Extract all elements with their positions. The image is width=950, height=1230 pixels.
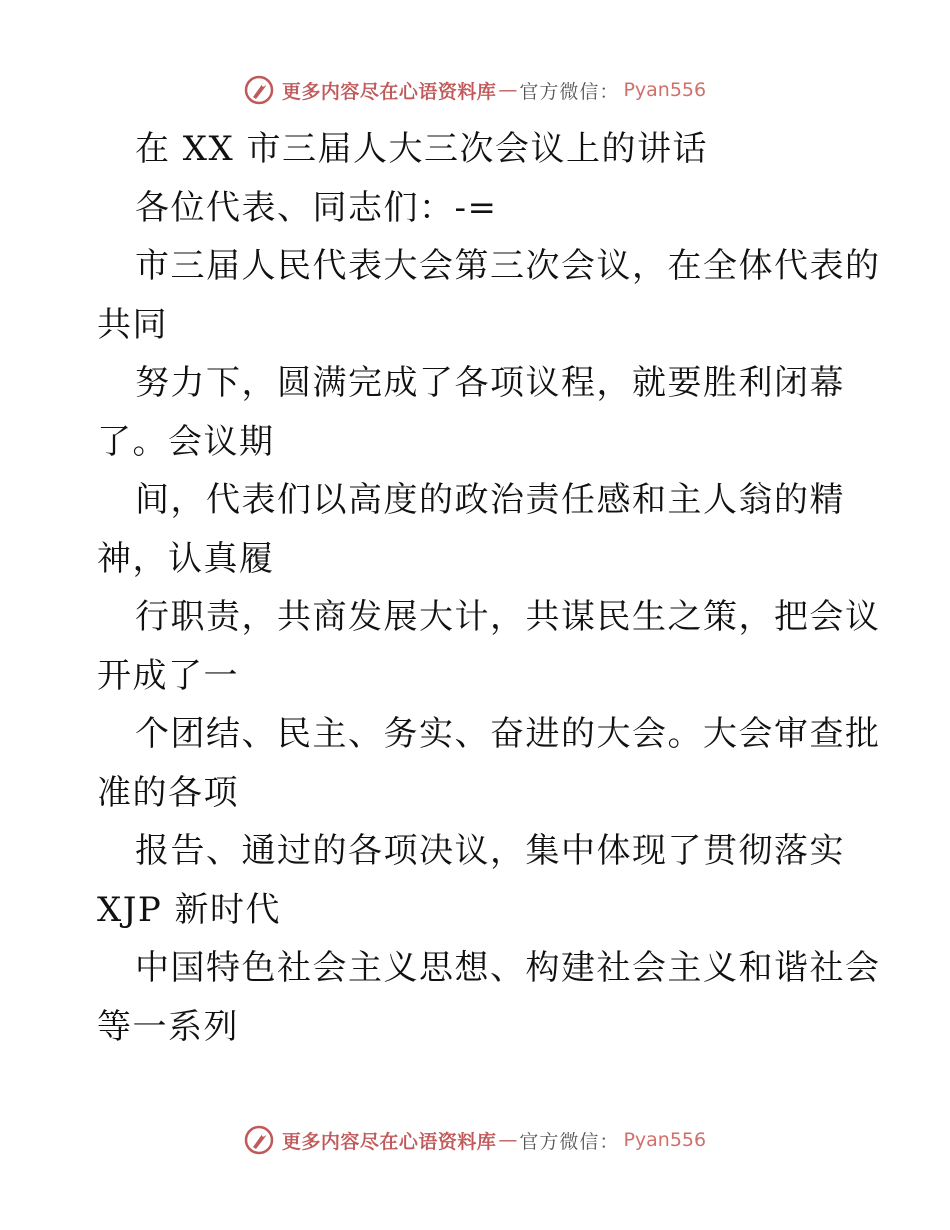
watermark-official-label: 官方微信： bbox=[519, 80, 620, 103]
text-line: 个团结、民主、务实、奋进的大会。大会审查批 bbox=[135, 714, 881, 754]
footer-watermark bbox=[0, 1122, 950, 1158]
text-line: 努力下，圆满完成了各项议程，就要胜利闭幕 bbox=[135, 363, 845, 403]
text-line: 开成了一 bbox=[97, 655, 239, 696]
text-line: 准的各项 bbox=[97, 772, 239, 813]
text-line: 报告、通过的各项决议，集中体现了贯彻落实 bbox=[135, 831, 845, 871]
text-line: 共同 bbox=[97, 304, 168, 345]
text-line: 等一系列 bbox=[97, 1006, 239, 1047]
text-line: 神，认真履 bbox=[97, 538, 275, 579]
text-line: 中国特色社会主义思想、构建社会主义和谐社会 bbox=[135, 948, 881, 988]
header-watermark bbox=[0, 72, 950, 108]
watermark-wechat-id: Pyan556 bbox=[623, 1129, 707, 1151]
pen-nib-icon bbox=[244, 1125, 274, 1155]
watermark-dash: — bbox=[498, 79, 518, 101]
text-line: XJP 新时代 bbox=[97, 889, 282, 930]
text-line: 了。会议期 bbox=[97, 421, 275, 462]
text-line: 各位代表、同志们：-= bbox=[135, 187, 498, 228]
text-line: 行职责，共商发展大计，共谋民生之策，把会议 bbox=[135, 597, 881, 637]
text-line: 市三届人民代表大会第三次会议，在全体代表的 bbox=[135, 246, 881, 286]
pen-nib-icon bbox=[244, 75, 274, 105]
text-line: 间，代表们以高度的政治责任感和主人翁的精 bbox=[135, 480, 845, 520]
watermark-brand: 更多内容尽在心语资料库 bbox=[281, 80, 497, 103]
watermark-brand: 更多内容尽在心语资料库 bbox=[281, 1130, 497, 1153]
watermark-wechat-id: Pyan556 bbox=[623, 79, 707, 101]
text-line: 在 XX 市三届人大三次会议上的讲话 bbox=[135, 129, 709, 169]
document-body bbox=[97, 120, 881, 1056]
watermark-official-label: 官方微信： bbox=[519, 1130, 620, 1153]
watermark-dash: — bbox=[498, 1129, 518, 1151]
